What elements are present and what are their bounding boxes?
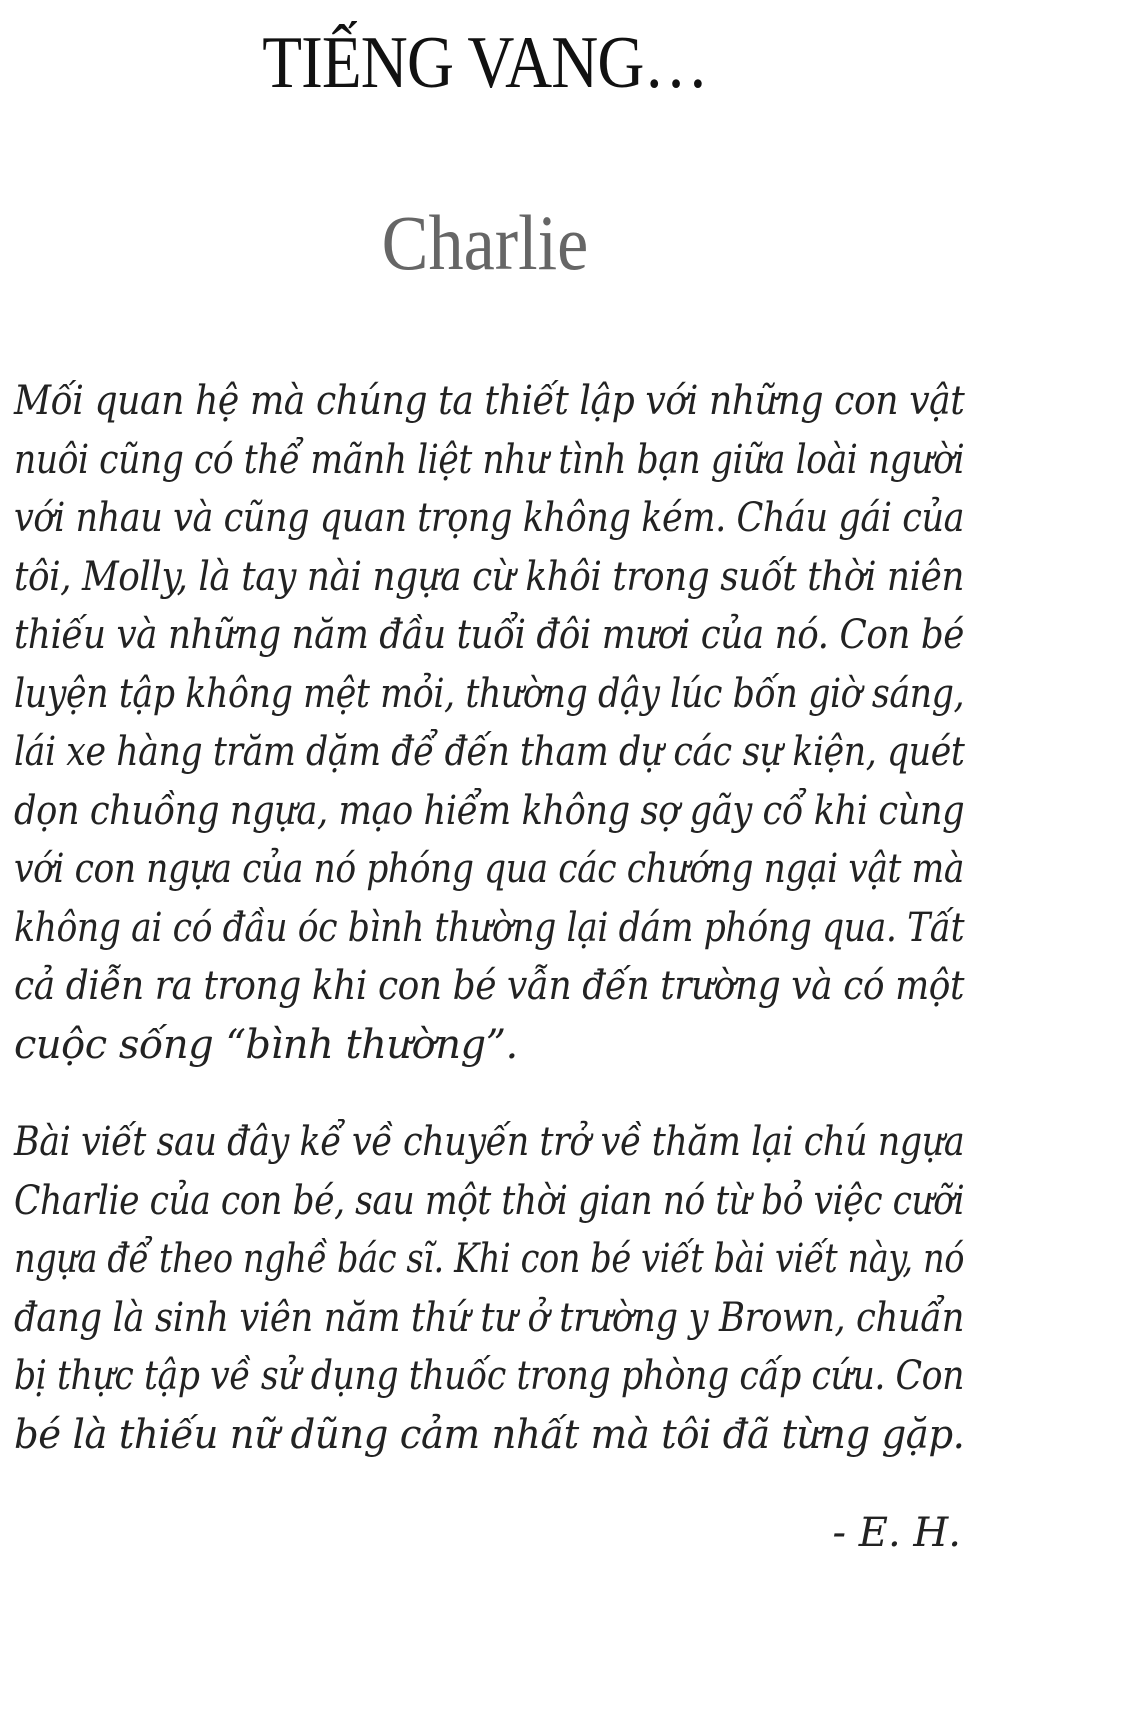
paragraph-line: thiếu và những năm đầu tuổi đôi mươi của nó. Con bé (14, 612, 964, 658)
paragraph-line: đang là sinh viên năm thứ tư ở trường y Brown, chuẩn (14, 1294, 964, 1341)
section-title: TIẾNG VANG… (262, 22, 708, 104)
paragraph-line: cuộc sống “bình thường”. (14, 1021, 518, 1068)
story-title: Charlie (381, 199, 589, 286)
paragraph-line: cả diễn ra trong khi con bé vẫn đến trường và có một (14, 963, 964, 1009)
paragraph-line: với con ngựa của nó phóng qua các chướng ngại vật mà (14, 846, 964, 892)
paragraph-line: bị thực tập về sử dụng thuốc trong phòng cấp cứu. Con (14, 1353, 965, 1399)
paragraph-line: ngựa để theo nghề bác sĩ. Khi con bé viết bài viết này, nó (14, 1236, 964, 1282)
paragraph-line: luyện tập không mệt mỏi, thường dậy lúc bốn giờ sáng, (14, 670, 965, 717)
paragraph-line: Charlie của con bé, sau một thời gian nó từ bỏ việc cưỡi (14, 1177, 965, 1224)
paragraph-line: lái xe hàng trăm dặm để đến tham dự các sự kiện, quét (14, 729, 965, 775)
paragraph-line: Bài viết sau đây kể về chuyến trở về thăm lại chú ngựa (14, 1119, 965, 1165)
intro-paragraph-2 (14, 1113, 964, 1464)
paragraph-line: Mối quan hệ mà chúng ta thiết lập với những con vật (14, 378, 965, 424)
paragraph-line: nuôi cũng có thể mãnh liệt như tình bạn giữa loài người (14, 436, 965, 483)
paragraph-line: với nhau và cũng quan trọng không kém. Cháu gái của (14, 495, 965, 541)
intro-paragraph-1 (14, 372, 964, 1074)
paragraph-line: dọn chuồng ngựa, mạo hiểm không sợ gãy cổ khi cùng (14, 787, 965, 834)
paragraph-line: không ai có đầu óc bình thường lại dám phóng qua. Tất (14, 904, 965, 951)
paragraph-line: tôi, Molly, là tay nài ngựa cừ khôi trong suốt thời niên (14, 553, 964, 600)
author-signature: - E. H. (832, 1510, 961, 1556)
paragraph-line: bé là thiếu nữ dũng cảm nhất mà tôi đã từng gặp. (14, 1411, 965, 1458)
